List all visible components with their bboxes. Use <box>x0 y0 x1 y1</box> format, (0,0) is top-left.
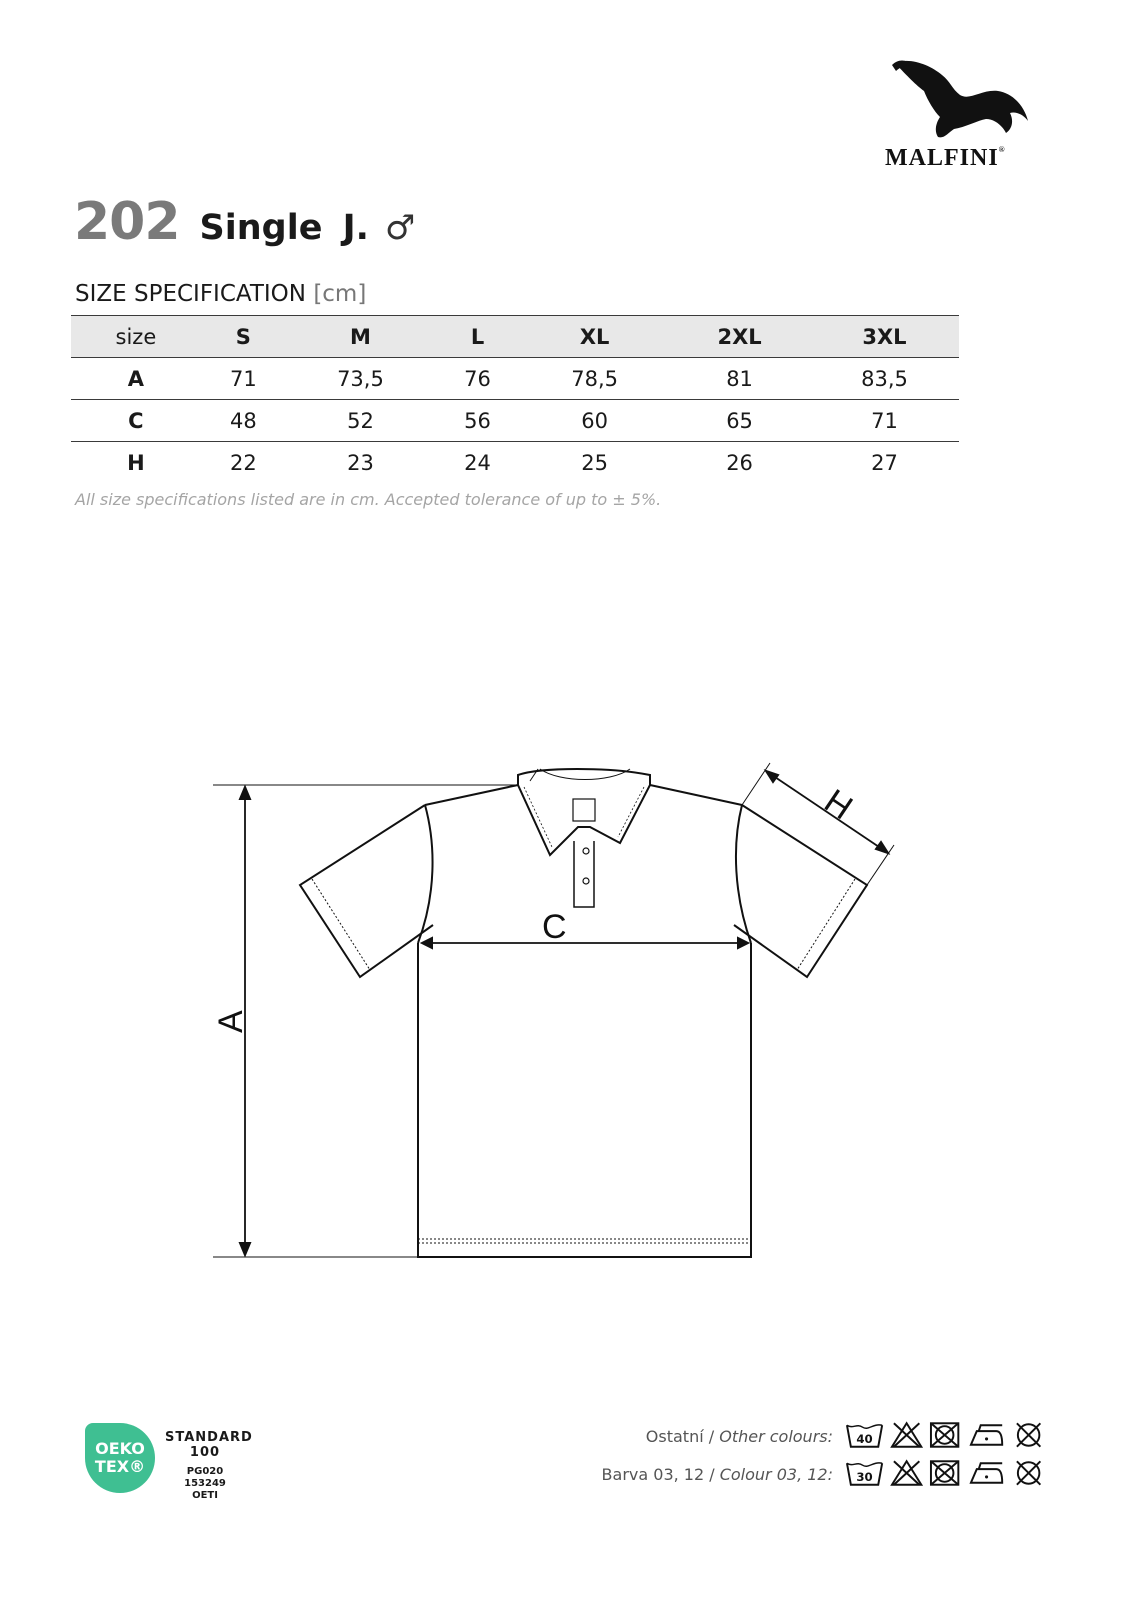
header-cell: XL <box>520 316 669 358</box>
header-cell: S <box>201 316 286 358</box>
spec-unit: [cm] <box>313 281 367 307</box>
table-cell: 71 <box>201 358 286 400</box>
table-cell: 83,5 <box>810 358 959 400</box>
table-cell: 26 <box>726 450 753 475</box>
no-dry-clean-icon <box>1012 1459 1045 1487</box>
iron-icon <box>967 1421 1006 1449</box>
spec-heading-text: SIZE SPECIFICATION <box>75 281 306 307</box>
no-tumble-dry-icon <box>929 1421 960 1449</box>
care-colour-en: Colour 03, 12: <box>719 1465 833 1484</box>
oeko-standard: STANDARD <box>165 1430 253 1445</box>
table-cell: 81 <box>669 358 810 400</box>
table-cell: 24 <box>464 450 491 475</box>
table-row <box>71 358 959 400</box>
row-label: A <box>71 358 201 400</box>
no-bleach-icon <box>890 1459 923 1487</box>
wash-temp: 30 <box>856 1469 873 1484</box>
oeko-tex-standard <box>165 1430 253 1502</box>
header-cell: M <box>286 316 435 358</box>
table-cell: 71 <box>810 400 959 442</box>
row-label: H <box>127 450 145 475</box>
oeko-line1: OEKO <box>95 1439 145 1458</box>
shirt-shoulder-left <box>425 785 518 805</box>
header-cell: 2XL <box>669 316 810 358</box>
tolerance-note: All size specifications listed are in cm. Accepted tolerance of up to ± 5%. <box>75 490 662 509</box>
size-table <box>71 315 959 484</box>
table-cell: 65 <box>669 400 810 442</box>
table-cell: 23 <box>347 450 374 475</box>
care-other-en: Other colours: <box>719 1427 833 1446</box>
polo-shirt-diagram <box>200 755 920 1275</box>
model-name: Single J. <box>199 208 369 248</box>
care-label-other <box>646 1427 833 1446</box>
no-bleach-icon <box>890 1421 923 1449</box>
care-icons-colour <box>845 1459 1045 1489</box>
oeko-standard-number: 100 <box>189 1445 221 1460</box>
table-cell: 52 <box>286 400 435 442</box>
table-header-row <box>71 316 959 358</box>
oeko-tex-logo <box>85 1423 155 1493</box>
shirt-body-outline <box>418 943 751 1257</box>
brand-wordmark: MALFINI® <box>885 145 1006 171</box>
care-label-colour <box>602 1465 833 1484</box>
no-dry-clean-icon <box>1012 1421 1045 1449</box>
wash-temp: 40 <box>856 1431 873 1446</box>
table-cell: 78,5 <box>520 358 669 400</box>
table-cell: 73,5 <box>286 358 435 400</box>
shirt-sleeve-left <box>300 805 433 977</box>
shirt-shoulder-right <box>650 785 742 805</box>
table-cell: 25 <box>581 450 609 475</box>
table-cell: 56 <box>435 400 520 442</box>
wash-tub-icon <box>845 1459 884 1487</box>
model-number: 202 <box>74 192 180 252</box>
measure-label-c: C <box>542 908 567 946</box>
table-row <box>71 442 959 484</box>
row-label: C <box>71 400 201 442</box>
table-cell: 76 <box>435 358 520 400</box>
wash-tub-icon <box>845 1421 884 1449</box>
care-colour-cz: Barva 03, 12 / <box>601 1465 720 1484</box>
shirt-placket <box>574 841 594 907</box>
measure-label-h: H <box>817 782 860 828</box>
measure-label-a: A <box>212 1010 250 1033</box>
care-other-cz: Ostatní / <box>645 1427 720 1446</box>
header-cell: L <box>435 316 520 358</box>
shirt-collar <box>518 769 650 855</box>
shirt-sleeve-right <box>734 805 867 977</box>
table-cell: 60 <box>520 400 669 442</box>
male-symbol-icon: ♂ <box>384 208 416 248</box>
header-cell: 3XL <box>810 316 959 358</box>
table-cell: 27 <box>871 450 898 475</box>
oeko-cert-number: PG020 153249 <box>184 1466 226 1489</box>
table-row <box>71 400 959 442</box>
oeko-institute: OETI <box>192 1490 218 1501</box>
brand-logo <box>885 55 1045 175</box>
no-tumble-dry-icon <box>929 1459 960 1487</box>
eagle-icon <box>890 55 1030 140</box>
spec-heading <box>75 281 366 307</box>
table-cell: 48 <box>201 400 286 442</box>
oeko-line2: TEX® <box>94 1457 146 1476</box>
table-cell: 22 <box>229 450 257 475</box>
iron-icon <box>967 1459 1006 1487</box>
care-icons-other <box>845 1421 1045 1451</box>
product-title <box>74 192 415 252</box>
header-cell: size <box>71 316 201 358</box>
